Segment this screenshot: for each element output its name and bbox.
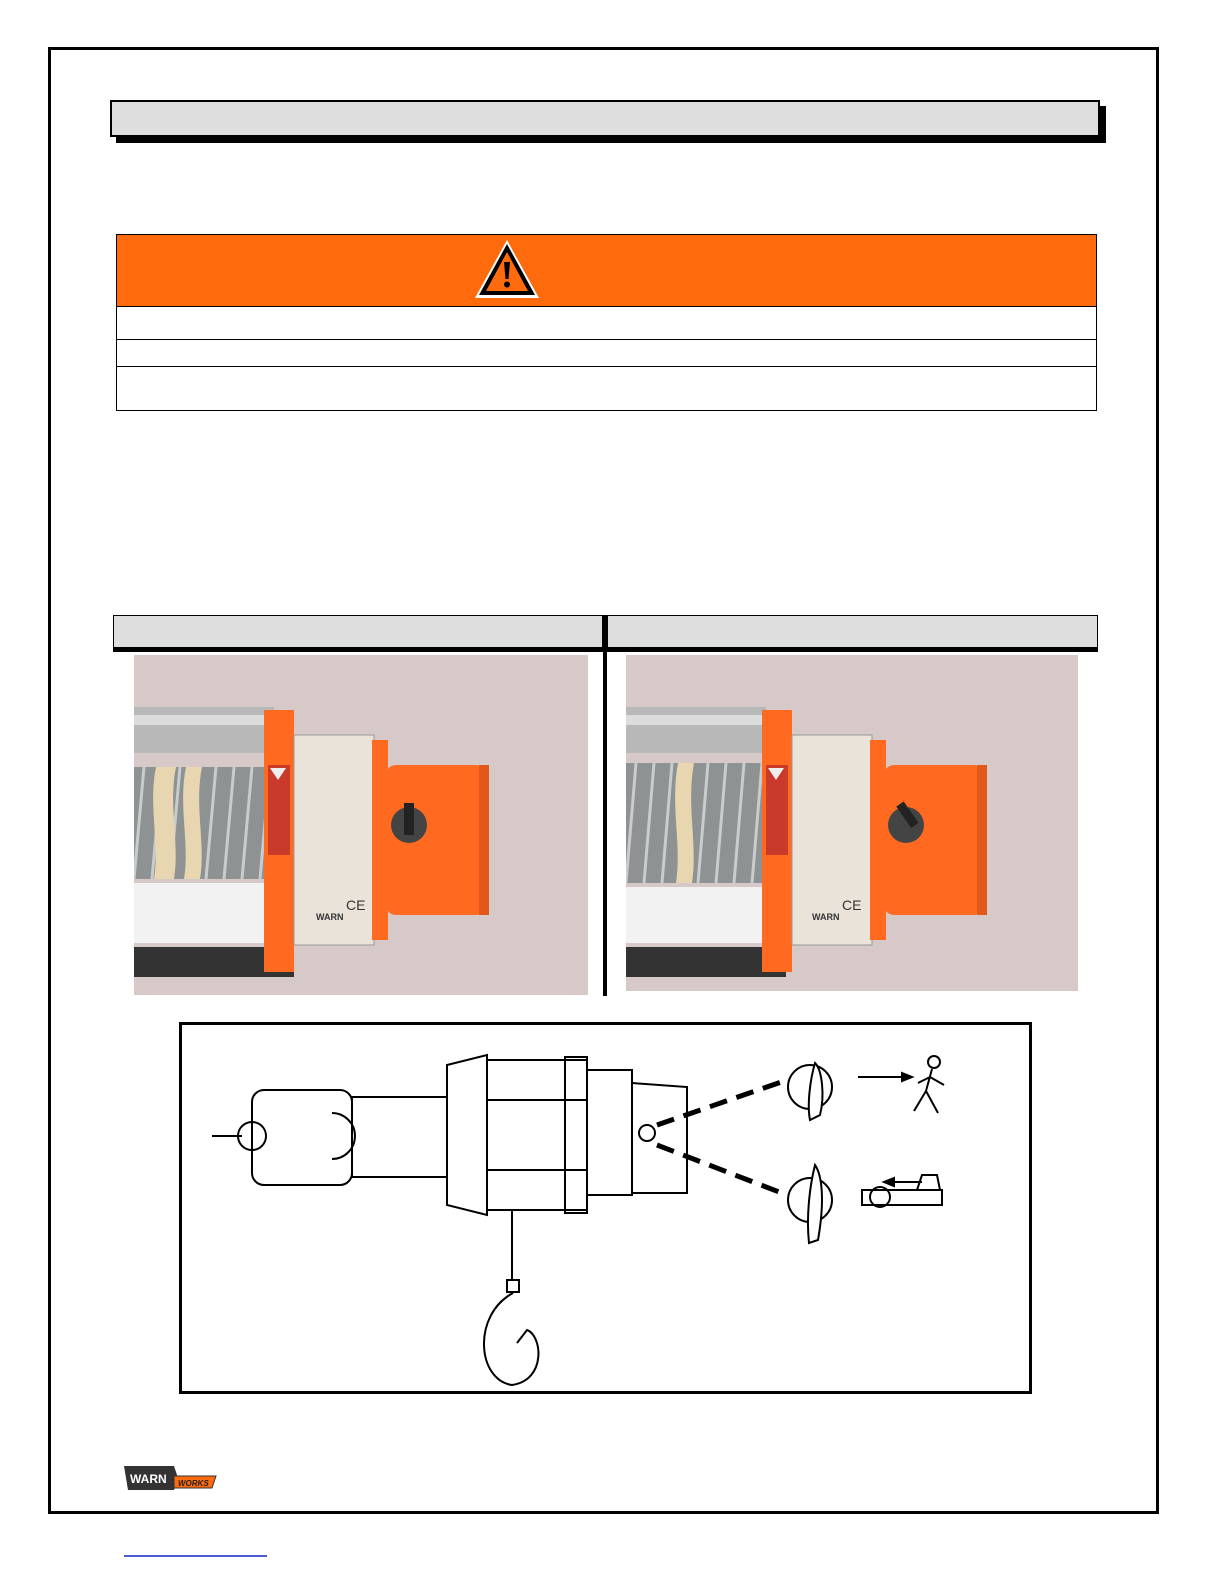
winch-drawing <box>182 1025 1029 1391</box>
warning-row-3 <box>117 367 1096 411</box>
walking-person-icon <box>858 1056 944 1113</box>
warning-header <box>117 235 1096 307</box>
svg-text:CE: CE <box>346 897 366 913</box>
logo-main-text: WARN <box>130 1472 167 1486</box>
photo-header-right <box>607 615 1098 648</box>
winch-photo-clutch-freespool <box>626 655 1078 991</box>
winch-diagram <box>179 1022 1032 1394</box>
logo-sub-text: WORKS <box>178 1479 209 1488</box>
svg-text:WARN: WARN <box>812 912 840 922</box>
svg-text:CE: CE <box>842 897 862 913</box>
section-header <box>110 100 1100 137</box>
warning-triangle-icon <box>473 238 541 300</box>
warning-row-2 <box>117 340 1096 367</box>
photo-header-left <box>113 615 603 648</box>
warning-row-1 <box>117 307 1096 340</box>
footer-link[interactable] <box>124 1555 267 1557</box>
svg-text:WARN: WARN <box>316 912 344 922</box>
winch-spool-icon <box>884 1178 922 1186</box>
warning-box <box>116 234 1097 411</box>
column-divider <box>603 615 607 996</box>
warn-works-logo <box>124 1464 218 1492</box>
winch-photo-clutch-engaged <box>134 655 588 995</box>
